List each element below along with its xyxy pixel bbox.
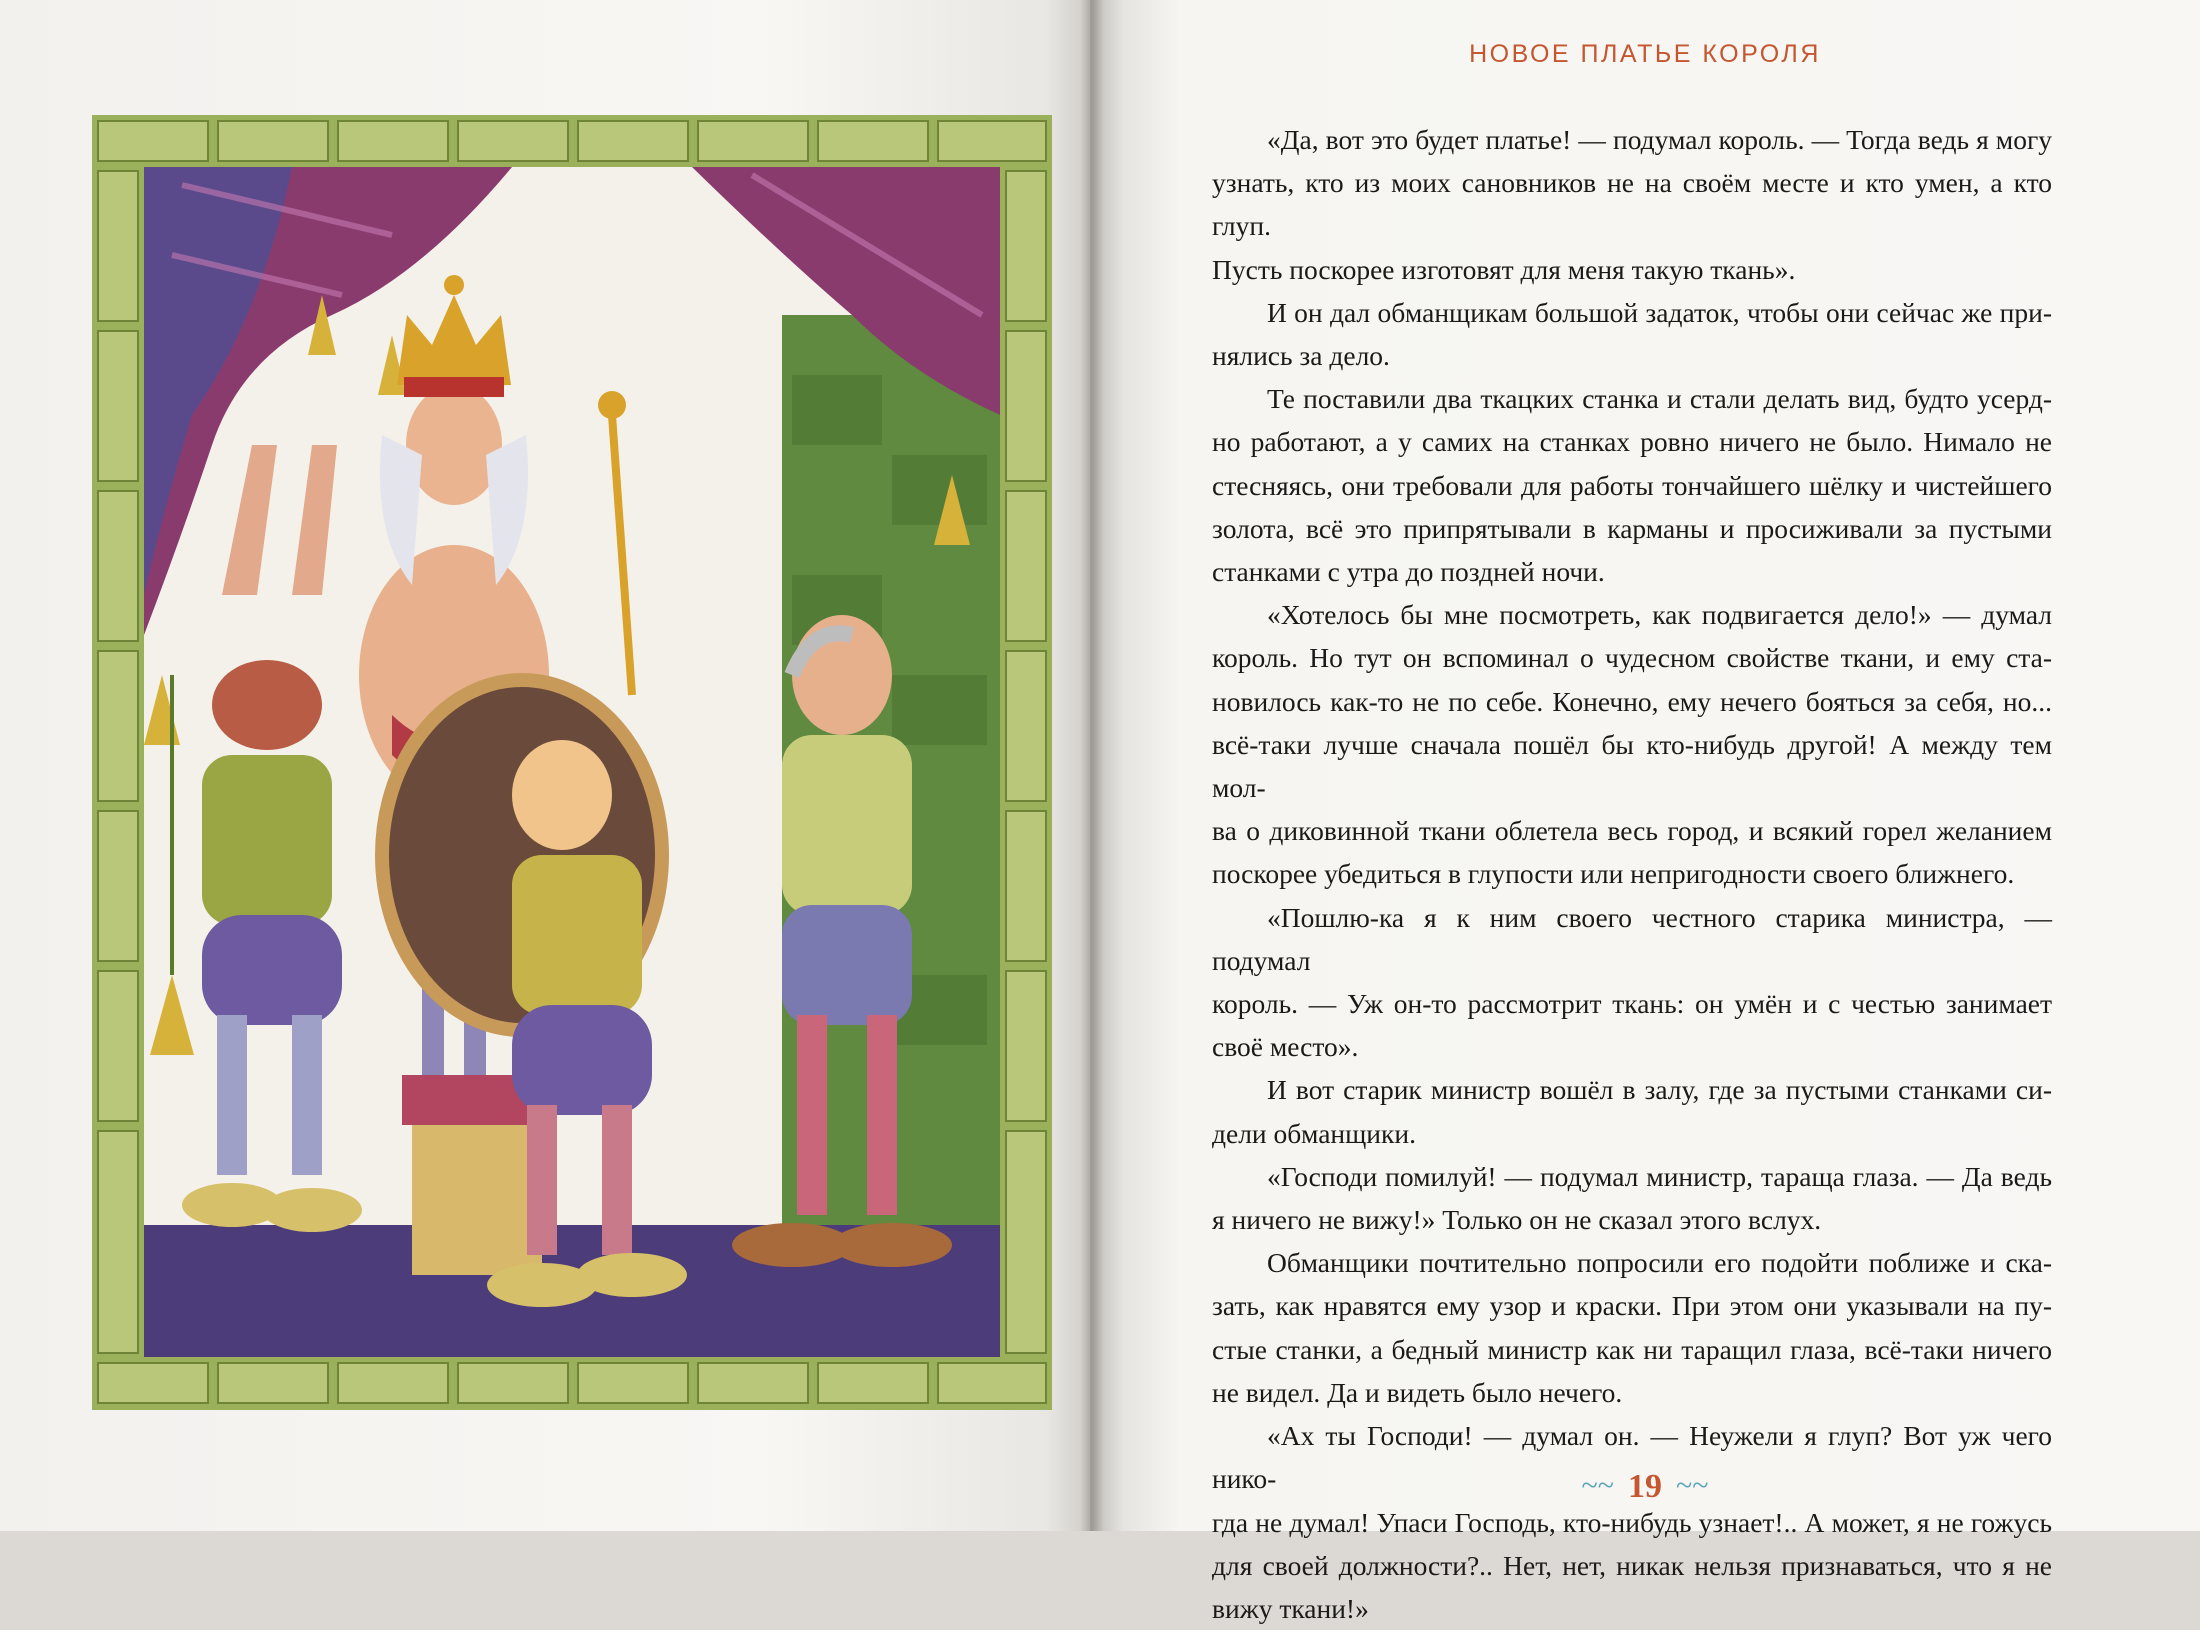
- text-line: И вот старик министр вошёл в залу, где за пустыми станками си-: [1267, 1074, 2052, 1106]
- text-line: всё-таки лучше сначала пошёл бы кто-нибудь другой! А между тем мол-: [1212, 728, 2052, 804]
- text-line: новилось как-то не по себе. Конечно, ему нечего бояться за себя, но...: [1212, 685, 2052, 717]
- text-line: Обманщики почтительно попросили его подойти поближе и ска-: [1267, 1247, 2052, 1279]
- text-line: узнать, кто из моих сановников не на своём месте и кто умен, а кто глуп.: [1212, 167, 2052, 242]
- text-line: «Пошлю-ка я к ним своего честного старика министра, — подумал: [1212, 901, 2052, 976]
- page-number-value: 19: [1628, 1468, 1662, 1505]
- text-line: король. — Уж он-то рассмотрит ткань: он умён и с честью занимает: [1212, 988, 2052, 1020]
- text-line: ва о диковинной ткани облетела весь город, и всякий горел желанием: [1212, 815, 2052, 847]
- illustration: [92, 115, 1052, 1410]
- text-line: для своей должности?.. Нет, нет, никак нельзя признаваться, что я не: [1212, 1549, 2052, 1581]
- text-line: И он дал обманщикам большой задаток, чтобы они сейчас же при-: [1267, 296, 2052, 328]
- text-line: король. Но тут он вспоминал о чудесном свойстве ткани, и ему ста-: [1212, 642, 2052, 674]
- body-text: [1212, 118, 2052, 1630]
- text-line: но работают, а у самих на станках ровно ничего не было. Нимало не: [1212, 426, 2052, 458]
- text-line: «Хотелось бы мне посмотреть, как подвигается дело!» — думал: [1267, 599, 2052, 631]
- text-line: «Ах ты Господи! — думал он. — Неужели я глуп? Вот уж чего нико-: [1212, 1420, 2052, 1495]
- text-line: своё место».: [1212, 1031, 1359, 1063]
- text-line: станками с утра до поздней ночи.: [1212, 556, 1605, 588]
- text-line: стые станки, а бедный министр как ни таращил глаза, всё-таки ничего: [1212, 1333, 2052, 1365]
- text-line: нялись за дело.: [1212, 340, 1390, 372]
- text-line: вижу ткани!»: [1212, 1592, 1369, 1624]
- running-header: НОВОЕ ПЛАТЬЕ КОРОЛЯ: [1469, 40, 1821, 68]
- text-line: Те поставили два ткацких станка и стали делать вид, будто усерд-: [1267, 383, 2052, 415]
- folio-ornament-right: ~~: [1676, 1469, 1709, 1502]
- text-line: стесняясь, они требовали для работы тончайшего шёлку и чистейшего: [1212, 469, 2052, 501]
- text-line: «Господи помилуй! — подумал министр, тараща глаза. — Да ведь: [1267, 1160, 2052, 1192]
- illustration-artwork: [92, 115, 1052, 1410]
- text-line: дели обманщики.: [1212, 1117, 1416, 1149]
- text-line: поскорее убедиться в глупости или непригодности своего ближнего.: [1212, 858, 2015, 890]
- book-gutter: [1080, 0, 1104, 1531]
- text-line: Пусть поскорее изготовят для меня такую ткань».: [1212, 253, 1796, 285]
- folio-ornament-left: ~~: [1581, 1469, 1614, 1502]
- pedestal-base: [412, 1125, 542, 1275]
- text-line: я ничего не вижу!» Только он не сказал этого вслух.: [1212, 1204, 1822, 1236]
- text-line: «Да, вот это будет платье! — подумал король. — Тогда ведь я могу: [1267, 124, 2052, 155]
- text-line: гда не думал! Упаси Господь, кто-нибудь узнает!.. А может, я не гожусь: [1212, 1506, 2052, 1538]
- page-number: [1090, 1468, 2200, 1506]
- text-line: не видел. Да и видеть было нечего.: [1212, 1376, 1623, 1408]
- text-line: зать, как нравятся ему узор и краски. При этом они указывали на пу-: [1212, 1290, 2052, 1322]
- text-line: золота, всё это припрятывали в карманы и просиживали за пустыми: [1212, 512, 2052, 544]
- left-page: [0, 0, 1090, 1531]
